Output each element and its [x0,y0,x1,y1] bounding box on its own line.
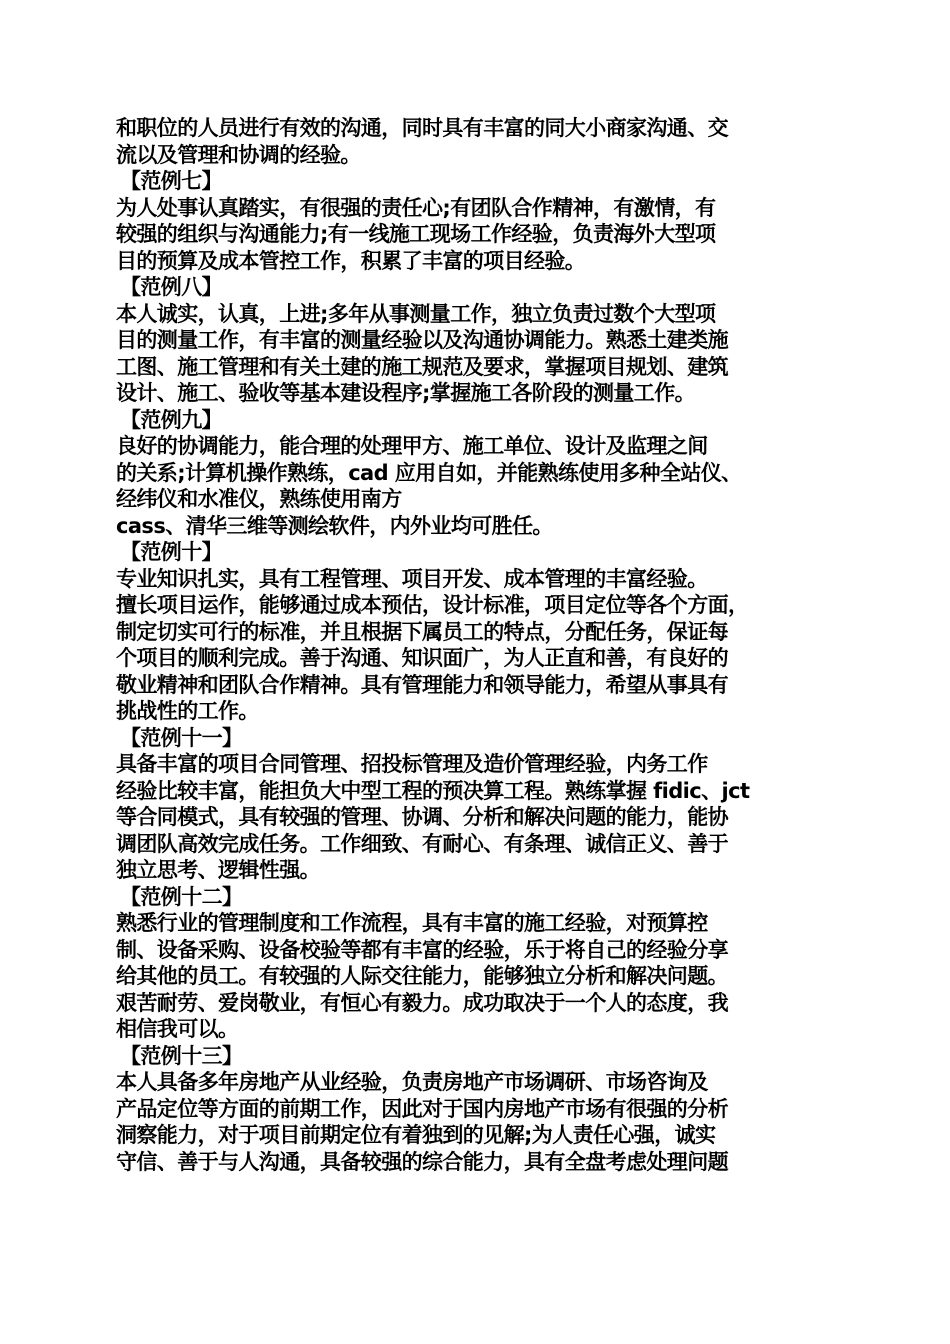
text-line: 制、设备采购、设备校验等都有丰富的经验，乐于将自己的经验分享 [116,937,728,962]
section-heading: 【范例七】 [120,169,222,193]
text-line: 等合同模式，具有较强的管理、协调、分析和解决问题的能力，能协 [116,805,728,829]
text-line: 的关系;计算机操作熟练，cad 应用自如，并能熟练使用多种全站仪、 [116,460,742,485]
section-heading: 【范例八】 [120,275,222,299]
text-line: 制定切实可行的标准，并且根据下属员工的特点，分配任务，保证每 [116,619,728,644]
section-heading: 【范例十三】 [120,1043,243,1068]
text-line: 和职位的人员进行有效的沟通，同时具有丰富的同大小商家沟通、交 [116,116,728,140]
section-heading: 【范例十】 [120,540,222,564]
text-line: 良好的协调能力，能合理的处理甲方、施工单位、设计及监理之间 [116,434,708,458]
text-line: 专业知识扎实，具有工程管理、项目开发、成本管理的丰富经验。 [116,566,708,591]
text-line: 擅长项目运作，能够通过成本预估，设计标准，项目定位等各个方面， [116,593,749,617]
text-line: 给其他的员工。有较强的人际交往能力，能够独立分析和解决问题。 [116,964,728,988]
section-heading: 【范例九】 [120,407,222,432]
section-heading: 【范例十一】 [120,725,243,750]
text-line: 独立思考、逻辑性强。 [116,858,320,882]
text-line: 本人具备多年房地产从业经验，负责房地产市场调研、市场咨询及 [116,1070,708,1094]
text-line: 相信我可以。 [116,1017,239,1041]
text-line: 熟悉行业的管理制度和工作流程，具有丰富的施工经验，对预算控 [116,911,708,935]
document-body [116,115,846,1175]
text-line: 本人诚实，认真，上进;多年从事测量工作，独立负责过数个大型项 [116,301,716,326]
text-line: 敬业精神和团队合作精神。具有管理能力和领导能力，希望从事具有 [116,672,728,697]
text-line: 洞察能力，对于项目前期定位有着独到的见解;为人责任心强，诚实 [116,1123,716,1147]
text-line: 产品定位等方面的前期工作，因此对于国内房地产市场有很强的分析 [116,1096,728,1121]
text-line: 目的测量工作，有丰富的测量经验以及沟通协调能力。熟悉土建类施 [116,328,728,352]
text-line: 守信、善于与人沟通，具备较强的综合能力，具有全盘考虑处理问题 [116,1149,728,1174]
text-line: 艰苦耐劳、爱岗敬业，有恒心有毅力。成功取决于一个人的态度，我 [116,990,728,1015]
section-heading: 【范例十二】 [120,884,243,909]
text-line: cass、清华三维等测绘软件，内外业均可胜任。 [116,513,553,538]
text-line: 设计、施工、验收等基本建设程序;掌握施工各阶段的测量工作。 [116,381,695,405]
text-line: 个项目的顺利完成。善于沟通、知识面广，为人正直和善，有良好的 [116,646,728,670]
text-line: 挑战性的工作。 [116,699,259,723]
text-line: 目的预算及成本管控工作，积累了丰富的项目经验。 [116,248,586,273]
text-line: 为人处事认真踏实，有很强的责任心;有团队合作精神，有激情，有 [116,195,716,220]
text-line: 具备丰富的项目合同管理、招投标管理及造价管理经验，内务工作 [116,752,708,776]
text-line: 流以及管理和协调的经验。 [116,142,361,167]
text-line: 经纬仪和水准仪，熟练使用南方 [116,487,402,511]
text-line: 工图、施工管理和有关土建的施工规范及要求，掌握项目规划、建筑 [116,354,728,379]
text-line: 较强的组织与沟通能力;有一线施工现场工作经验，负责海外大型项 [116,222,716,246]
text-line: 经验比较丰富，能担负大中型工程的预决算工程。熟练掌握 fidic、jct [116,778,750,803]
text-line: 调团队高效完成任务。工作细致、有耐心、有条理、诚信正义、善于 [116,831,728,856]
